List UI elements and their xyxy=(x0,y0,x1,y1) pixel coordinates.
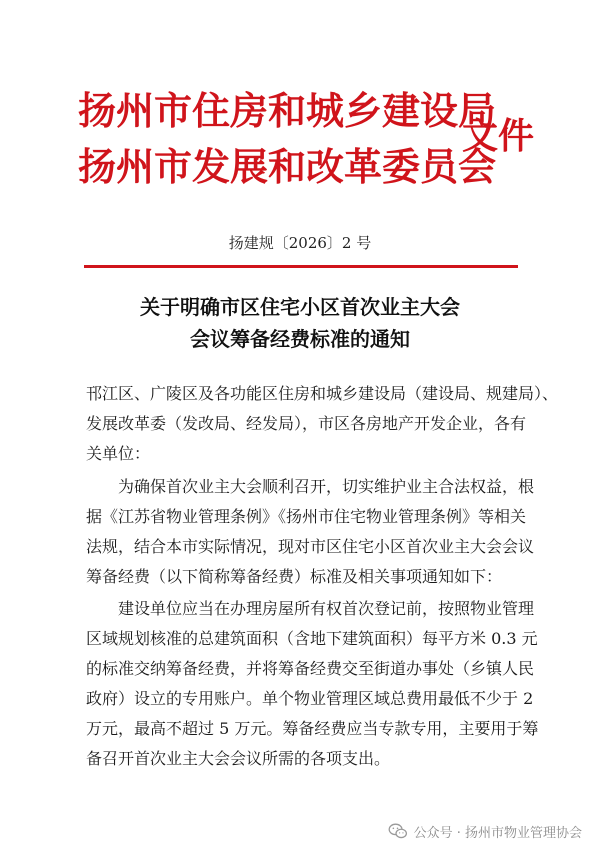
wechat-watermark xyxy=(388,820,582,842)
paragraph-line: 区域规划核准的总建筑面积（含地下建筑面积）每平方米 0.3 元 xyxy=(86,629,538,648)
wechat-icon xyxy=(388,823,408,839)
header-org-line-2: 扬州市发展和改革委员会 xyxy=(78,144,497,189)
paragraph-line: 据《江苏省物业管理条例》《扬州市住宅物业管理条例》等相关 xyxy=(86,507,527,526)
header-suffix: 文件 xyxy=(462,115,535,157)
header-divider xyxy=(84,265,518,268)
paragraph-line: 筹备经费（以下简称筹备经费）标准及相关事项通知如下： xyxy=(86,567,503,586)
document-title-line-2: 会议筹备经费标准的通知 xyxy=(190,327,410,351)
paragraph-line: 万元，最高不超过 5 万元。筹备经费应当专款专用，主要用于筹 xyxy=(86,719,539,738)
addressee-line: 发展改革委（发改局、经发局），市区各房地产开发企业，各有 xyxy=(86,414,527,433)
paragraph-line: 的标准交纳筹备经费，并将筹备经费交至街道办事处（乡镇人民 xyxy=(86,659,535,678)
paragraph-line: 为确保首次业主大会顺利召开，切实维护业主合法权益，根 xyxy=(118,477,535,496)
paragraph-line: 政府）设立的专用账户。单个物业管理区域总费用最低不少于 2 xyxy=(86,689,534,708)
paragraph-line: 法规，结合本市实际情况，现对市区住宅小区首次业主大会会议 xyxy=(86,537,535,556)
addressee-line: 邗江区、广陵区及各功能区住房和城乡建设局（建设局、规建局）、 xyxy=(86,384,559,403)
paragraph-line: 建设单位应当在办理房屋所有权首次登记前，按照物业管理 xyxy=(118,599,535,618)
document-number: 扬建规〔2026〕2 号 xyxy=(228,234,372,252)
document-header xyxy=(78,88,558,202)
addressee-line: 关单位： xyxy=(86,444,151,463)
paragraph-line: 备召开首次业主大会会议所需的各项支出。 xyxy=(86,749,391,768)
watermark-text: 公众号 · 扬州市物业管理协会 xyxy=(413,825,582,841)
document-title-line-1: 关于明确市区住宅小区首次业主大会 xyxy=(140,295,460,319)
header-org-line-1: 扬州市住房和城乡建设局 xyxy=(78,88,497,133)
